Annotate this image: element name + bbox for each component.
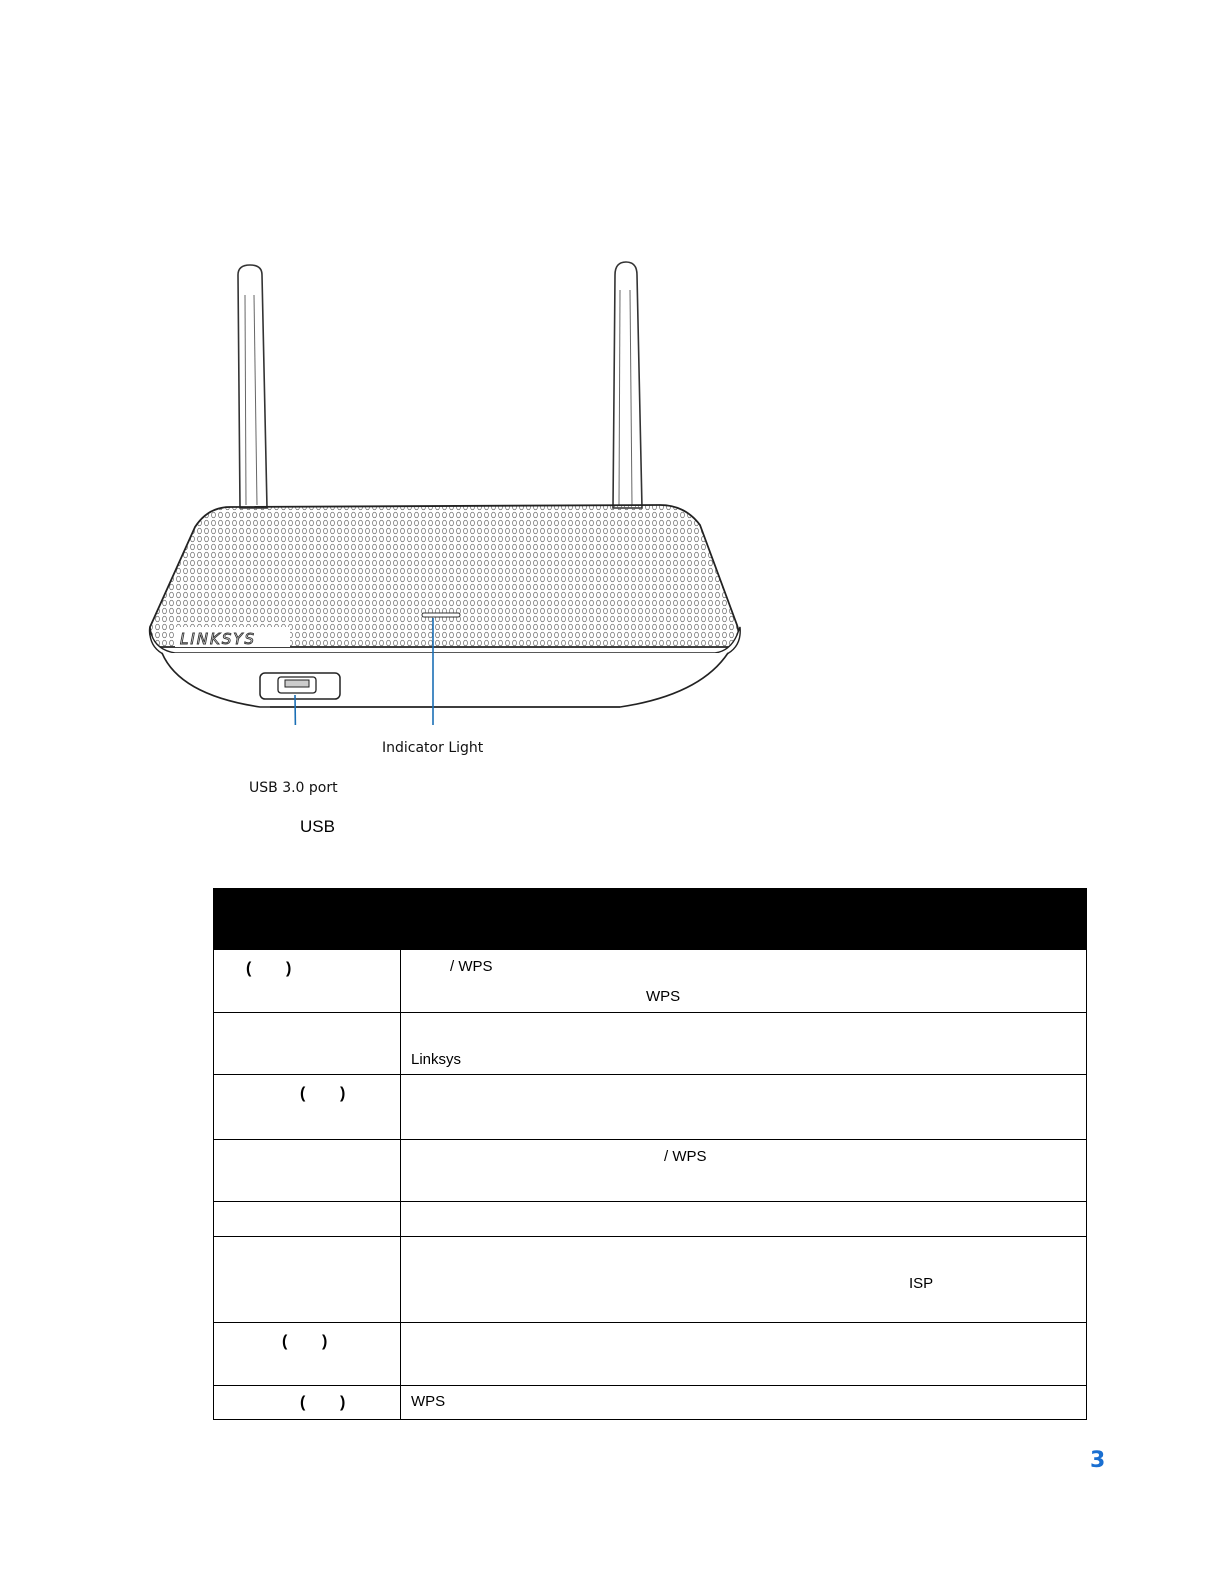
table-row [214,1202,1087,1237]
figure-caption: USB [300,817,335,836]
paren-close: ) [340,1085,346,1102]
paren-close: ) [340,1394,346,1411]
paren-close: ) [286,960,292,977]
page-number: 3 [1090,1448,1106,1473]
linksys-logo: LINKSYS [180,630,257,648]
cell-text: / WPS [450,958,493,975]
usb-port [260,673,340,699]
indicator-light-callout: Indicator Light [382,740,484,756]
paren-open: ( [246,960,252,977]
paren-open: ( [300,1394,306,1411]
table-header-cell [401,889,1087,950]
table-cell [401,1386,1087,1420]
right-antenna [613,262,642,508]
paren-close: ) [322,1333,328,1350]
cell-text: Linksys [411,1051,462,1068]
table-cell [401,1237,1087,1323]
table-row [214,1140,1087,1202]
usb-port-callout: USB 3.0 port [249,780,338,796]
paren-open: ( [300,1085,306,1102]
cell-text: / WPS [664,1148,707,1165]
led-behavior-table [213,888,1087,1420]
paren-open: ( [282,1333,288,1350]
table-row [214,1323,1087,1386]
table-cell [214,1386,401,1420]
table-header-cell [214,889,401,950]
cell-text: WPS [646,988,681,1005]
cell-text: ISP [909,1275,934,1292]
table-row [214,950,1087,1013]
table-cell [401,1013,1087,1075]
cell-text: WPS [411,1393,446,1410]
table-cell [401,1202,1087,1237]
table-row [214,1075,1087,1140]
router-illustration [140,255,760,725]
table-cell [401,950,1087,1013]
table-cell [214,1140,401,1202]
indicator-light [422,613,460,617]
router-top-surface [150,505,739,647]
table-header-row [214,889,1087,950]
table-cell [214,1237,401,1323]
table-cell [214,950,401,1013]
table-cell [401,1140,1087,1202]
table-cell [401,1323,1087,1386]
table-cell [214,1202,401,1237]
table-row [214,1013,1087,1075]
table-cell [214,1013,401,1075]
table-row [214,1237,1087,1323]
left-antenna [238,265,267,508]
table-cell [401,1075,1087,1140]
table-cell [214,1323,401,1386]
table-cell [214,1075,401,1140]
table-row [214,1386,1087,1420]
